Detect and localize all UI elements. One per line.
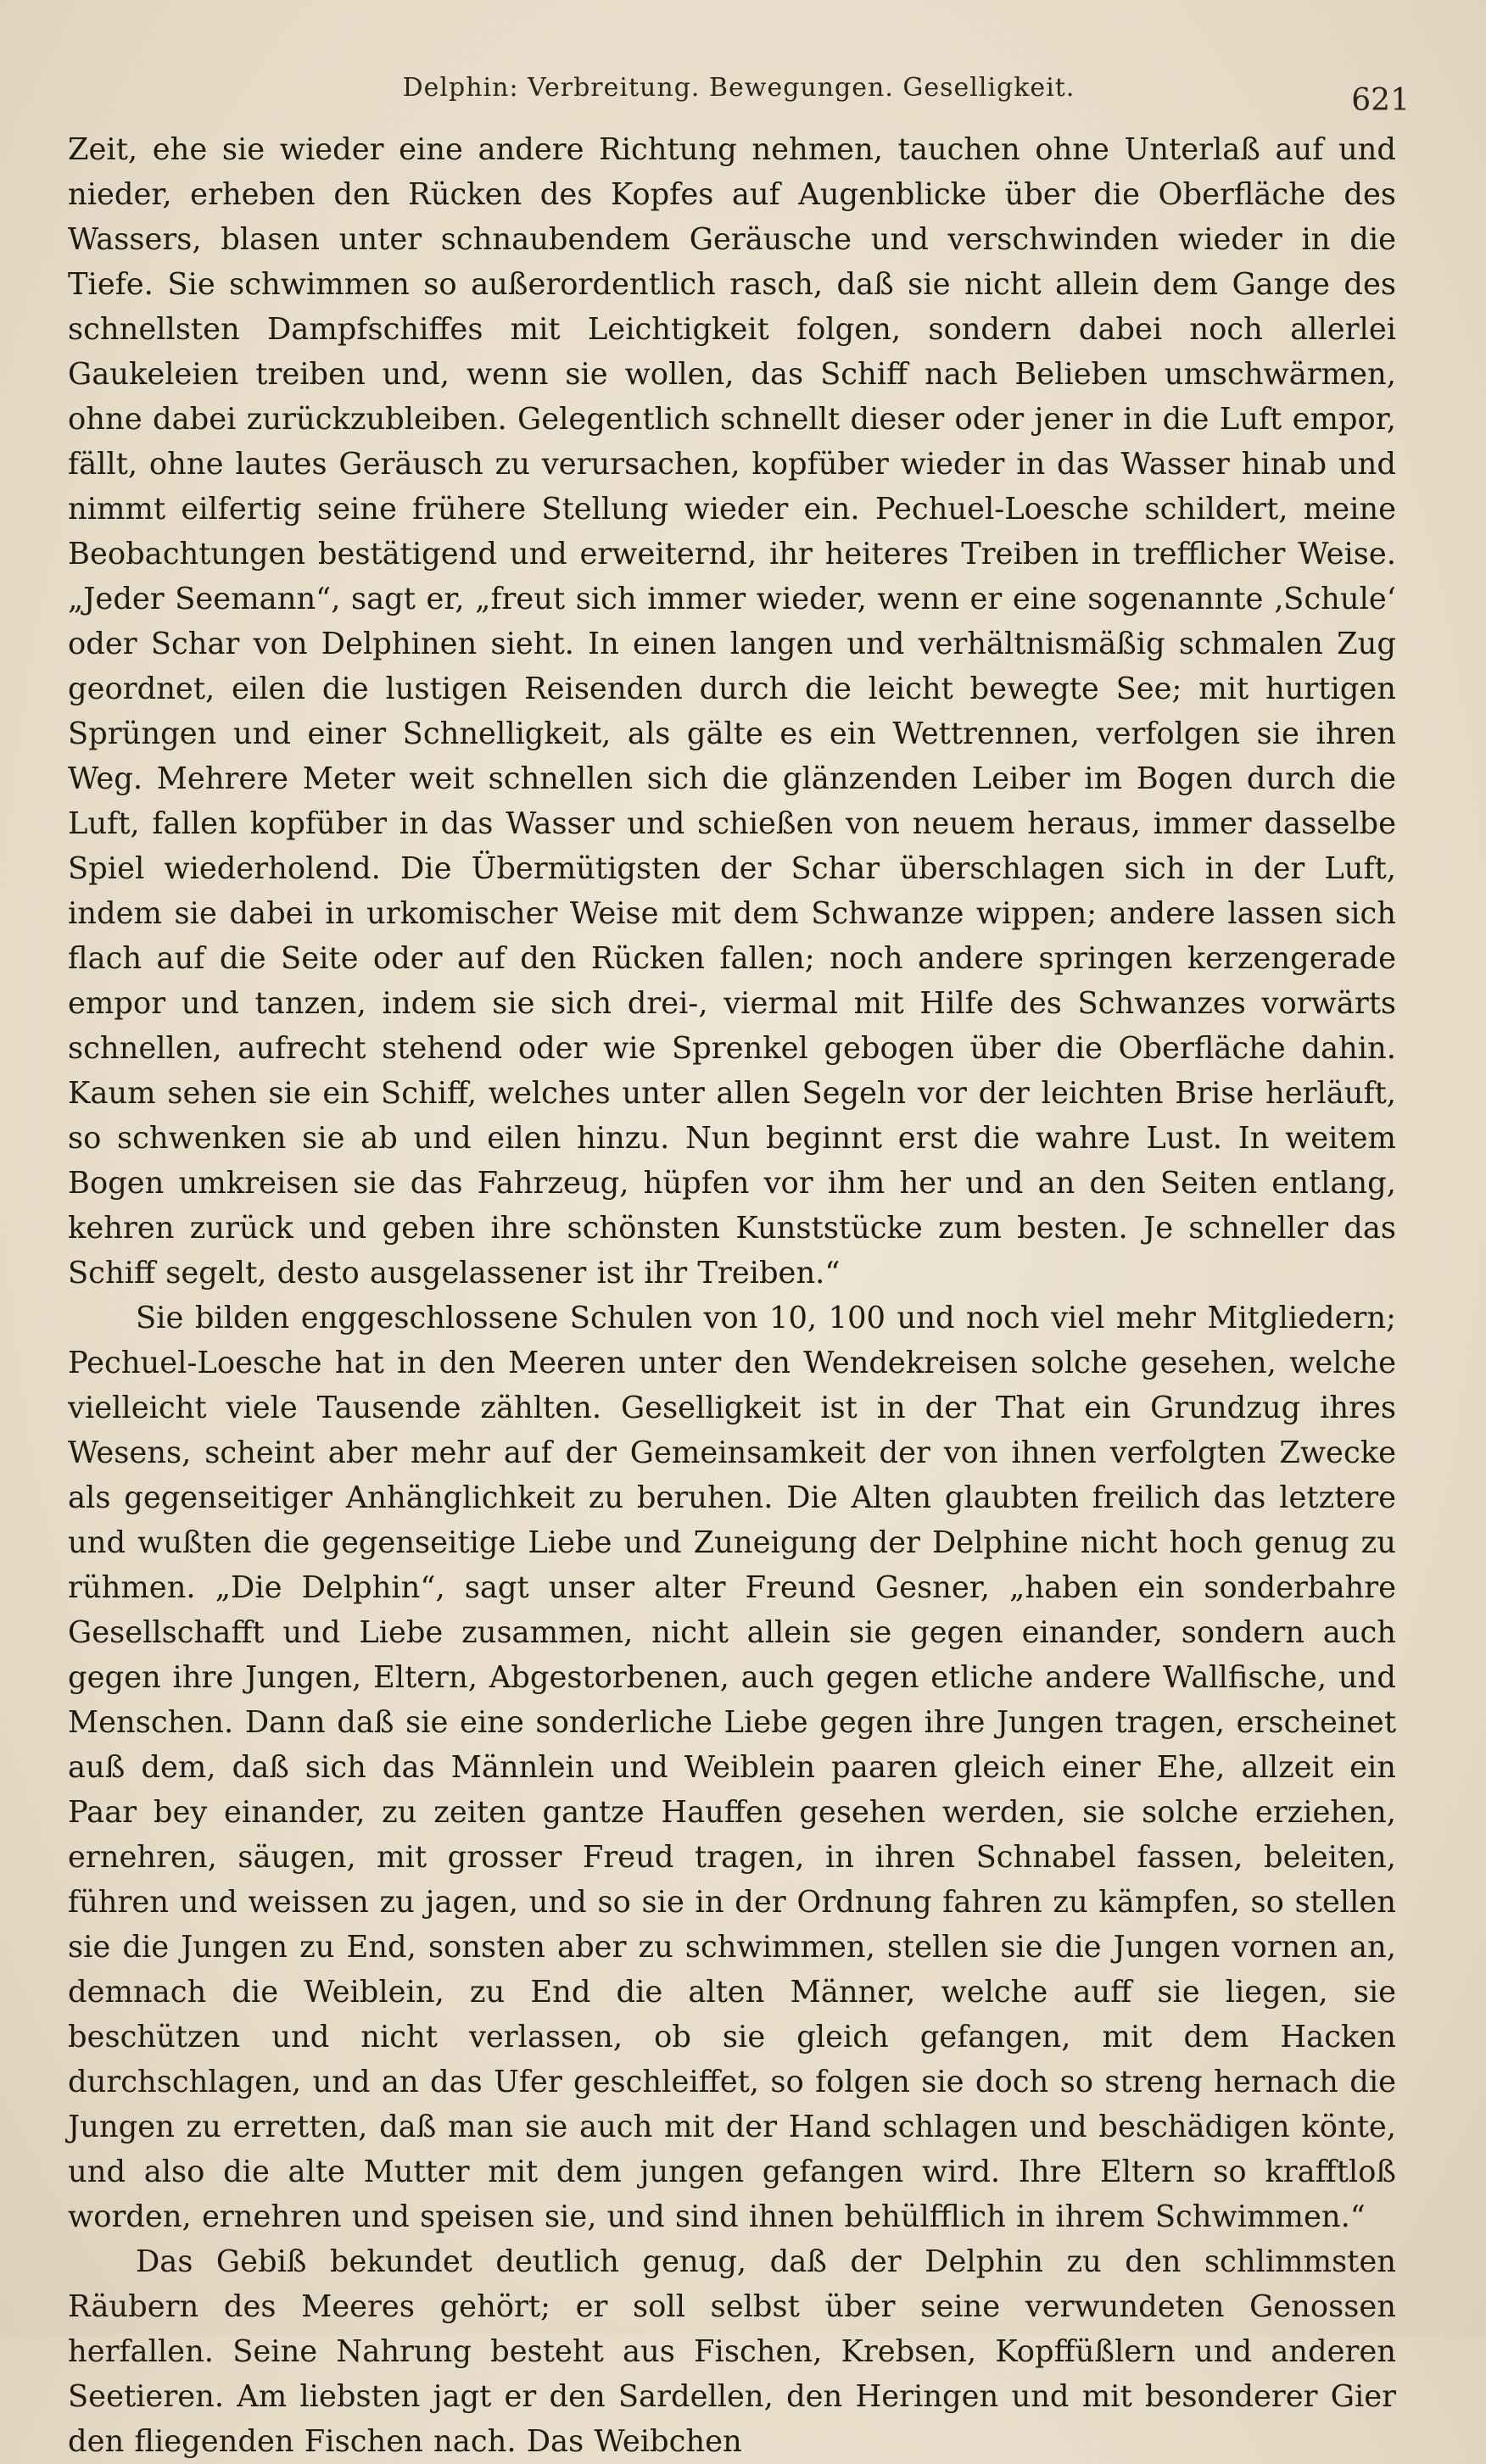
paragraph-1: Zeit, ehe sie wieder eine andere Richtung nehmen, tauchen ohne Unterlaß auf und nieder, erheben den Rücken des Kopfes auf Augenblicke über die Oberfläche des Wassers, blasen unter schnaubendem Geräusche und verschwinden wieder in die Tiefe. Sie schwimmen so außerordentlich rasch, daß sie nicht allein dem Gange des schnellsten Dampfschiffes mit Leichtigkeit folgen, sondern dabei noch allerlei Gaukeleien treiben und, wenn sie wollen, das Schiff nach Belieben umschwärmen, ohne dabei zurückzubleiben. Gelegentlich schnellt dieser oder jener in die Luft empor, fällt, ohne lautes Geräusch zu verursachen, kopfüber wieder in das Wasser hinab und nimmt eilfertig seine frühere Stellung wieder ein. Pechuel-Loesche schildert, meine Beobachtungen bestätigend und erweiternd, ihr heiteres Treiben in trefflicher Weise. „Jeder Seemann“, sagt er, „freut sich immer wieder, wenn er eine sogenannte ‚Schule‘ oder Schar von Delphinen sieht. In einen langen und verhältnismäßig schmalen Zug geordnet, eilen die lustigen Reisenden durch die leicht bewegte See; mit hurtigen Sprüngen und einer Schnelligkeit, als gälte es ein Wettrennen, verfolgen sie ihren Weg. Mehrere Meter weit schnellen sich die glänzenden Leiber im Bogen durch die Luft, fallen kopfüber in das Wasser und schießen von neuem heraus, immer dasselbe Spiel wiederholend. Die Übermütigsten der Schar überschlagen sich in der Luft, indem sie dabei in urkomischer Weise mit dem Schwanze wippen; andere lassen sich flach auf die Seite oder auf den Rücken fallen; noch andere springen kerzengerade empor und tanzen, indem sie sich drei-, viermal mit Hilfe des Schwanzes vorwärts schnellen, aufrecht stehend oder wie Sprenkel gebogen über die Oberfläche dahin. Kaum sehen sie ein Schiff, welches unter allen Segeln vor der leichten Brise herläuft, so schwenken sie ab und eilen hinzu. Nun beginnt erst die wahre Lust. In weitem Bogen umkreisen sie das Fahrzeug, hüpfen vor ihm her und an den Seiten entlang, kehren zurück und geben ihre schönsten Kunststücke zum besten. Je schneller das Schiff segelt, desto ausgelassener ist ihr Treiben.“ <box>68 132 1396 1291</box>
running-title: Delphin: Verbreitung. Bewegungen. Geselligkeit. <box>402 73 1075 103</box>
page-number: 621 <box>1351 83 1410 118</box>
paragraph-3: Das Gebiß bekundet deutlich genug, daß der Delphin zu den schlimmsten Räubern des Meeres gehört; er soll selbst über seine verwundeten Genossen herfallen. Seine Nahrung besteht aus Fischen, Krebsen, Kopffüßlern und anderen Seetieren. Am liebsten jagt er den Sardellen, den Heringen und mit besonderer Gier den fliegenden Fischen nach. Das Weibchen <box>68 2244 1396 2459</box>
running-header <box>68 66 1410 117</box>
paragraph-2: Sie bilden enggeschlossene Schulen von 10, 100 und noch viel mehr Mitgliedern; Pechuel-Loesche hat in den Meeren unter den Wendekreisen solche gesehen, welche vielleicht viele Tausende zählten. Geselligkeit ist in der That ein Grundzug ihres Wesens, scheint aber mehr auf der Gemeinsamkeit der von ihnen verfolgten Zwecke als gegenseitiger Anhänglichkeit zu beruhen. Die Alten glaubten freilich das letztere und wußten die gegenseitige Liebe und Zuneigung der Delphine nicht hoch genug zu rühmen. „Die Delphin“, sagt unser alter Freund Gesner, „haben ein sonderbahre Gesellschafft und Liebe zusammen, nicht allein sie gegen einander, sondern auch gegen ihre Jungen, Eltern, Abgestorbenen, auch gegen etliche andere Wallfische, und Menschen. Dann daß sie eine sonderliche Liebe gegen ihre Jungen tragen, erscheinet auß dem, daß sich das Männlein und Weiblein paaren gleich einer Ehe, allzeit ein Paar bey einander, zu zeiten gantze Hauffen gesehen werden, sie solche erziehen, ernehren, säugen, mit grosser Freud tragen, in ihren Schnabel fassen, beleiten, führen und weissen zu jagen, und so sie in der Ordnung fahren zu kämpfen, so stellen sie die Jungen zu End, sonsten aber zu schwimmen, stellen sie die Jungen vornen an, demnach die Weiblein, zu End die alten Männer, welche auff sie liegen, sie beschützen und nicht verlassen, ob sie gleich gefangen, mit dem Hacken durchschlagen, und an das Ufer geschleiffet, so folgen sie doch so streng hernach die Jungen zu erretten, daß man sie auch mit der Hand schlagen und beschädigen könte, und also die alte Mutter mit dem jungen gefangen wird. Ihre Eltern so krafftloß worden, ernehren und speisen sie, und sind ihnen behülfflich in ihrem Schwimmen.“ <box>68 1301 1396 2234</box>
body-text <box>68 127 1396 2464</box>
